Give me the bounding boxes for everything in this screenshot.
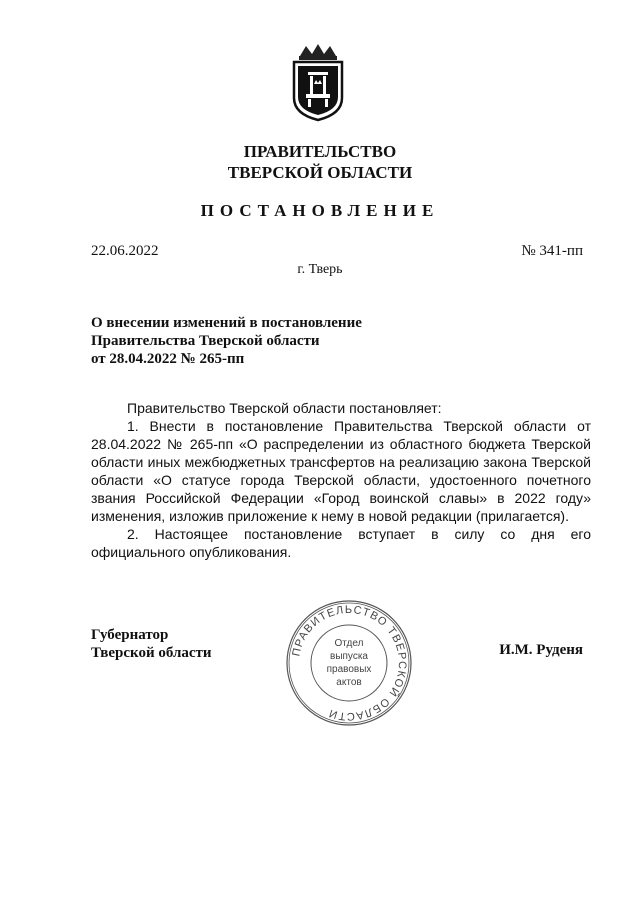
document-date: 22.06.2022 <box>91 243 159 259</box>
body-intro: Правительство Тверской области постановляет: <box>127 400 442 416</box>
signer-title-line: Губернатор <box>91 627 169 643</box>
subject-line: Правительства Тверской области <box>91 333 320 349</box>
body-item-2: 2. Настоящее постановление вступает в силу со дня его официального опубликования. <box>91 526 591 560</box>
org-name-line2: ТВЕРСКОЙ ОБЛАСТИ <box>227 163 413 182</box>
document-type: ПОСТАНОВЛЕНИЕ <box>200 201 440 220</box>
body-item-1: 1. Внести в постановление Правительства Тверской области от 28.04.2022 № 265-пп «О распределении из областного бюджета Тверской области иных межбюджетных трансфертов на реализацию закона Тверской области «О статусе города Тверской области, удостоенного почетного звания Российской Федерации «Город воинской славы» в 2022 году» изменения, изложив приложение к нему в новой редакции (прилагается). <box>91 418 591 524</box>
stamp-center-line: правовых <box>326 664 372 675</box>
subject-line: О внесении изменений в постановление <box>91 315 362 331</box>
signer-title <box>91 626 212 662</box>
document-body <box>91 399 591 561</box>
stamp-center-line: Отдел <box>334 638 364 649</box>
signer-title-line: Тверской области <box>91 645 212 661</box>
org-name-line1: ПРАВИТЕЛЬСТВО <box>243 142 397 161</box>
subject-line: от 28.04.2022 № 265-пп <box>91 351 245 367</box>
official-stamp <box>284 598 414 728</box>
coat-of-arms-icon <box>286 42 350 122</box>
document-city: г. Тверь <box>297 262 343 277</box>
document-subject <box>91 314 362 368</box>
stamp-ring-text: ПРАВИТЕЛЬСТВО ТВЕРСКОЙ ОБЛАСТИ <box>290 603 409 723</box>
document-number: № 341-пп <box>521 243 583 259</box>
stamp-center-line: актов <box>336 677 362 688</box>
signer-name: И.М. Руденя <box>499 642 583 658</box>
stamp-center-line: выпуска <box>330 651 368 662</box>
